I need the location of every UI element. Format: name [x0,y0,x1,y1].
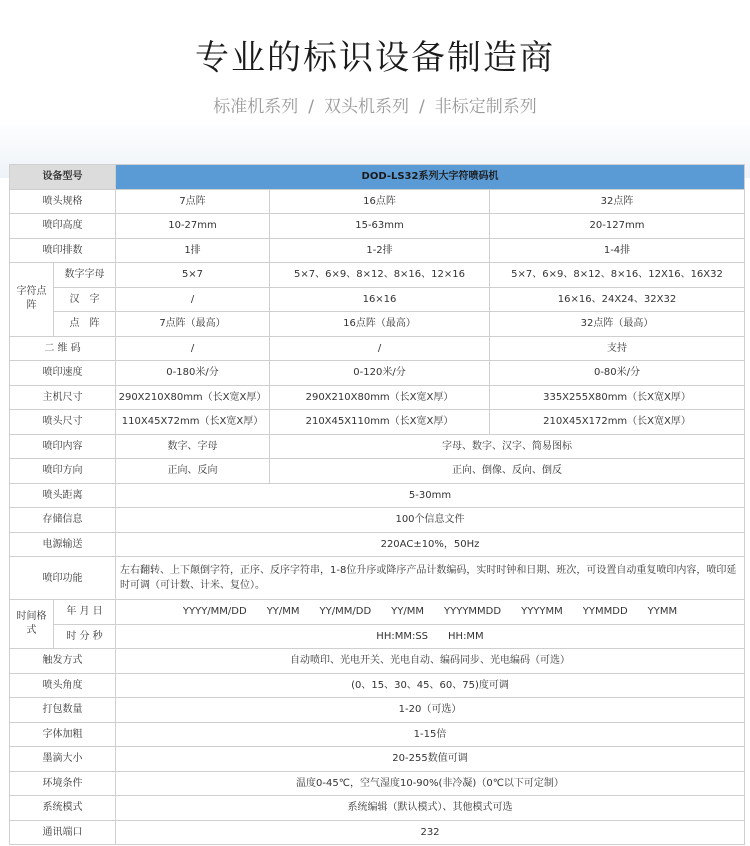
cell: 5-30mm [116,483,745,508]
row-label: 喷印功能 [10,557,116,600]
row-label: 喷印排数 [10,238,116,263]
table-row [10,508,745,533]
cell: 系统编辑（默认模式）、其他模式可选 [116,796,745,821]
row-label: 汉 字 [54,287,116,312]
group-label: 时间格式 [10,600,54,649]
cell: 1排 [116,238,270,263]
cell: / [270,336,490,361]
cell: 10-27mm [116,214,270,239]
series-standard[interactable]: 标准机系列 [213,97,299,117]
table-row [10,698,745,723]
table-row [10,189,745,214]
header-model: DOD-LS32系列大字符喷码机 [116,165,745,190]
cell: 20-255数值可调 [116,747,745,772]
cell: 正向、倒像、反向、倒反 [270,459,745,484]
cell: YYYY/MM/DD YY/MM YY/MM/DD YY/MM YYYYMMDD YYYYMM YYMMDD YYMM [116,600,745,625]
table-row [10,796,745,821]
table-row [10,238,745,263]
row-label: 二 维 码 [10,336,116,361]
cell: 5×7、6×9、8×12、8×16、12×16 [270,263,490,288]
cell: 232 [116,820,745,845]
cell: 210X45X110mm（长X宽X厚） [270,410,490,435]
cell: 16×16 [270,287,490,312]
cell: 自动喷印、光电开关、光电自动、编码同步、光电编码（可选） [116,649,745,674]
separator: / [308,97,314,117]
table-row [10,434,745,459]
table-row [10,624,745,649]
cell: 110X45X72mm（长X宽X厚） [116,410,270,435]
cell: 290X210X80mm（长X宽X厚） [270,385,490,410]
table-header-row [10,165,745,190]
cell: 5×7、6×9、8×12、8×16、12X16、16X32 [490,263,745,288]
row-label: 喷印速度 [10,361,116,386]
cell: 15-63mm [270,214,490,239]
table-row [10,459,745,484]
cell: 32点阵 [490,189,745,214]
row-label: 打包数量 [10,698,116,723]
row-label: 喷头尺寸 [10,410,116,435]
row-label: 墨滴大小 [10,747,116,772]
table-row [10,336,745,361]
row-label: 喷头距离 [10,483,116,508]
series-custom[interactable]: 非标定制系列 [434,97,537,117]
row-label: 数字字母 [54,263,116,288]
group-label: 字符点阵 [10,263,54,337]
table-row [10,287,745,312]
row-label: 系统模式 [10,796,116,821]
row-label: 触发方式 [10,649,116,674]
cell: 220AC±10%，50Hz [116,532,745,557]
cell: 335X255X80mm（长X宽X厚） [490,385,745,410]
row-label: 年 月 日 [54,600,116,625]
cell: 数字、字母 [116,434,270,459]
cell: 1-15倍 [116,722,745,747]
table-row [10,483,745,508]
cell: 左右翻转、上下颠倒字符，正序、反序字符串，1-8位升序或降序产品计数编码，实时时钟和日期、班次，可设置自动重复喷印内容，喷印延时可调（可计数、计米、复位）。 [116,557,745,600]
header-label: 设备型号 [10,165,116,190]
cell: / [116,336,270,361]
cell: 20-127mm [490,214,745,239]
row-label: 电源输送 [10,532,116,557]
cell: (0、15、30、45、60、75)度可调 [116,673,745,698]
row-label: 环境条件 [10,771,116,796]
cell: 32点阵（最高） [490,312,745,337]
row-label: 喷头角度 [10,673,116,698]
spec-table [9,164,745,845]
cell: 290X210X80mm（长X宽X厚） [116,385,270,410]
cell: 字母、数字、汉字、简易图标 [270,434,745,459]
cell: 16点阵（最高） [270,312,490,337]
table-row [10,722,745,747]
table-row [10,532,745,557]
table-row [10,410,745,435]
cell: HH:MM:SS HH:MM [116,624,745,649]
table-row [10,214,745,239]
table-row [10,312,745,337]
row-label: 点 阵 [54,312,116,337]
row-label: 主机尺寸 [10,385,116,410]
cell: 16×16、24X24、32X32 [490,287,745,312]
row-label: 喷印方向 [10,459,116,484]
cell: / [116,287,270,312]
row-label: 字体加粗 [10,722,116,747]
table-row [10,820,745,845]
row-label: 通讯端口 [10,820,116,845]
table-row [10,263,745,288]
cell: 1-20（可选） [116,698,745,723]
cell: 16点阵 [270,189,490,214]
series-links [0,92,750,117]
cell: 5×7 [116,263,270,288]
cell: 100个信息文件 [116,508,745,533]
row-label: 喷头规格 [10,189,116,214]
cell: 7点阵 [116,189,270,214]
row-label: 存储信息 [10,508,116,533]
separator: / [419,97,425,117]
cell: 0-120米/分 [270,361,490,386]
row-label: 喷印内容 [10,434,116,459]
cell: 正向、反向 [116,459,270,484]
cell: 1-4排 [490,238,745,263]
series-dual-head[interactable]: 双头机系列 [324,97,409,117]
cell: 7点阵（最高） [116,312,270,337]
table-row [10,361,745,386]
table-row [10,771,745,796]
row-label: 喷印高度 [10,214,116,239]
table-row [10,600,745,625]
cell: 210X45X172mm（长X宽X厚） [490,410,745,435]
table-row [10,747,745,772]
cell: 温度0-45℃，空气湿度10-90%(非冷凝)（0℃以下可定制） [116,771,745,796]
cell: 0-80米/分 [490,361,745,386]
page-title: 专业的标识设备制造商 [195,38,555,78]
row-label: 时 分 秒 [54,624,116,649]
table-row [10,385,745,410]
table-row [10,557,745,600]
table-row [10,649,745,674]
cell: 0-180米/分 [116,361,270,386]
table-row [10,673,745,698]
cell: 支持 [490,336,745,361]
cell: 1-2排 [270,238,490,263]
